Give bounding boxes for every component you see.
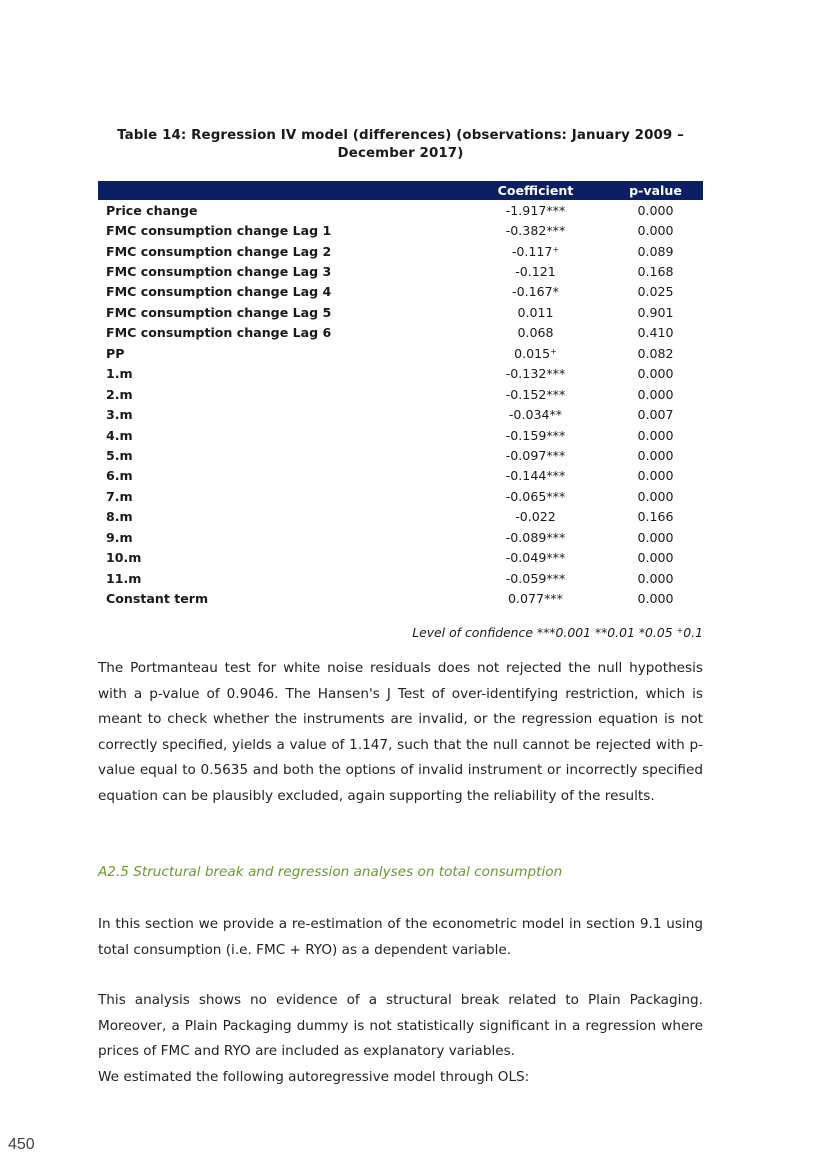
row-coefficient — [463, 282, 608, 302]
table-row — [98, 323, 703, 343]
coefficient-value: -0.059*** — [505, 570, 566, 586]
row-variable: 4.m — [106, 427, 133, 443]
coefficient-value: -0.089*** — [505, 529, 566, 545]
row-pvalue: 0.000 — [637, 447, 674, 463]
coefficient-value: -1.917*** — [505, 202, 566, 218]
row-coefficient — [463, 568, 608, 588]
significance-marker: + — [552, 244, 560, 254]
coefficient-value: -0.065*** — [505, 488, 566, 504]
row-coefficient — [463, 261, 608, 281]
confidence-note-sup: + — [676, 626, 684, 635]
row-pvalue: 0.901 — [637, 304, 674, 320]
ols-paragraph: We estimated the following autoregressive model through OLS: — [98, 1069, 530, 1085]
row-pvalue: 0.000 — [637, 591, 674, 607]
caption-line-2: December 2017) — [337, 146, 464, 161]
coefficient-value: 0.011 — [517, 304, 554, 320]
row-coefficient — [463, 220, 608, 240]
row-variable: 10.m — [106, 550, 142, 566]
row-variable: Constant term — [106, 591, 209, 607]
table-row — [98, 241, 703, 261]
row-pvalue: 0.000 — [637, 468, 674, 484]
coefficient-value: -0.382*** — [505, 223, 566, 239]
coefficient-value: -0.159*** — [505, 427, 566, 443]
table-row — [98, 364, 703, 384]
row-coefficient — [463, 241, 608, 261]
coefficient-value: 0.015 — [514, 345, 551, 361]
row-pvalue: 0.000 — [637, 223, 674, 239]
portmanteau-paragraph: The Portmanteau test for white noise residuals does not rejected the null hypothesis with a p-value of 0.9046. The Hansen's J Test of over-identifying restriction, which is meant to check whether the instruments are invalid, or the regression equation is not correctly specified, yields a value of 1.147, such that the null cannot be rejected with p-value equal to 0.5635 and both the options of invalid instrument or incorrectly specified equation can be plausibly excluded, again supporting the reliability of the results. — [98, 660, 703, 804]
confidence-note-tail: 0.1 — [683, 625, 703, 640]
row-coefficient — [463, 466, 608, 486]
header-pvalue: p-value — [629, 183, 682, 198]
confidence-note-text: Level of confidence ***0.001 **0.01 *0.05 — [412, 625, 673, 640]
row-coefficient — [463, 445, 608, 465]
regression-table-container — [98, 181, 703, 609]
regression-table — [98, 181, 703, 609]
table-row — [98, 486, 703, 506]
row-coefficient — [463, 200, 608, 220]
row-variable: FMC consumption change Lag 1 — [106, 223, 332, 239]
row-pvalue: 0.000 — [637, 488, 674, 504]
reestimation-paragraph: In this section we provide a re-estimation of the econometric model in section 9.1 using total consumption (i.e. FMC + RYO) as a dependent variable. — [98, 916, 703, 958]
row-coefficient — [463, 343, 608, 363]
row-pvalue: 0.166 — [637, 509, 674, 525]
row-pvalue: 0.410 — [637, 325, 674, 341]
coefficient-value: -0.121 — [515, 264, 556, 280]
row-coefficient — [463, 527, 608, 547]
row-variable: 6.m — [106, 468, 133, 484]
caption-line-1: Table 14: Regression IV model (differences) (observations: January 2009 – — [117, 128, 684, 143]
coefficient-value: -0.144*** — [505, 468, 566, 484]
table-row — [98, 302, 703, 322]
row-variable: FMC consumption change Lag 6 — [106, 325, 332, 341]
row-variable: FMC consumption change Lag 4 — [106, 284, 332, 300]
coefficient-value: -0.097*** — [505, 447, 566, 463]
header-variable — [98, 181, 463, 200]
table-row — [98, 200, 703, 220]
table-row — [98, 466, 703, 486]
row-pvalue: 0.168 — [637, 264, 674, 280]
table-row — [98, 507, 703, 527]
coefficient-value: -0.117 — [511, 243, 553, 259]
row-coefficient — [463, 384, 608, 404]
row-coefficient — [463, 323, 608, 343]
significance-marker: + — [550, 346, 557, 356]
coefficient-value: 0.077*** — [508, 591, 563, 607]
row-pvalue: 0.000 — [637, 202, 674, 218]
row-coefficient — [463, 588, 608, 608]
table-body — [98, 200, 703, 609]
row-pvalue: 0.000 — [637, 550, 674, 566]
table-row — [98, 220, 703, 240]
row-coefficient — [463, 547, 608, 567]
row-variable: FMC consumption change Lag 5 — [106, 304, 332, 320]
row-pvalue: 0.007 — [637, 407, 674, 423]
row-variable: 8.m — [106, 509, 133, 525]
row-variable: 9.m — [106, 529, 133, 545]
row-variable: 5.m — [106, 447, 133, 463]
coefficient-value: -0.132*** — [505, 366, 566, 382]
row-variable: 3.m — [106, 407, 133, 423]
row-pvalue: 0.000 — [637, 366, 674, 382]
row-variable: FMC consumption change Lag 2 — [106, 243, 332, 259]
table-row — [98, 404, 703, 424]
coefficient-value: -0.034** — [508, 407, 563, 423]
row-variable: PP — [106, 345, 125, 361]
table-row — [98, 261, 703, 281]
row-pvalue: 0.082 — [637, 345, 674, 361]
page-number: 450 — [8, 1136, 35, 1153]
header-coefficient: Coefficient — [497, 183, 574, 198]
row-coefficient — [463, 507, 608, 527]
table-row — [98, 282, 703, 302]
row-coefficient — [463, 486, 608, 506]
row-variable: Price change — [106, 202, 198, 218]
row-coefficient — [463, 404, 608, 424]
section-heading: A2.5 Structural break and regression analyses on total consumption — [98, 864, 563, 880]
table-row — [98, 445, 703, 465]
row-pvalue: 0.000 — [637, 570, 674, 586]
coefficient-value: -0.167* — [512, 284, 559, 300]
coefficient-value: -0.049*** — [505, 550, 566, 566]
table-row — [98, 384, 703, 404]
row-pvalue: 0.000 — [637, 427, 674, 443]
row-variable: FMC consumption change Lag 3 — [106, 264, 332, 280]
table-row — [98, 343, 703, 363]
coefficient-value: 0.068 — [517, 325, 554, 341]
row-coefficient — [463, 425, 608, 445]
coefficient-value: -0.152*** — [505, 386, 566, 402]
table-row — [98, 588, 703, 608]
table-header-row — [98, 181, 703, 200]
row-pvalue: 0.000 — [637, 386, 674, 402]
row-pvalue: 0.000 — [637, 529, 674, 545]
table-row — [98, 527, 703, 547]
row-pvalue: 0.025 — [637, 284, 674, 300]
row-variable: 2.m — [106, 386, 133, 402]
row-coefficient — [463, 302, 608, 322]
row-pvalue: 0.089 — [637, 243, 674, 259]
coefficient-value: -0.022 — [515, 509, 556, 525]
row-variable: 11.m — [106, 570, 142, 586]
table-row — [98, 425, 703, 445]
confidence-note — [98, 625, 703, 640]
table-row — [98, 568, 703, 588]
table-caption — [98, 127, 703, 163]
analysis-paragraph: This analysis shows no evidence of a structural break related to Plain Packaging. Moreover, a Plain Packaging dummy is not statistically significant in a regression where prices of FMC and RYO are included as explanatory variables. — [98, 992, 703, 1059]
row-variable: 1.m — [106, 366, 133, 382]
row-variable: 7.m — [106, 488, 133, 504]
row-coefficient — [463, 364, 608, 384]
table-row — [98, 547, 703, 567]
